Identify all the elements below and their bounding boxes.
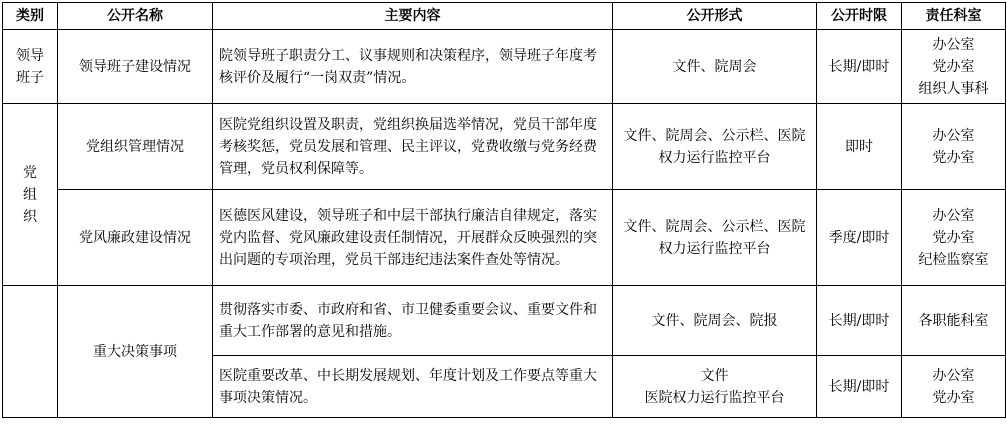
header-category: 类别 [3,3,58,30]
header-period: 公开时限 [817,3,902,30]
name-cell: 党组织管理情况 [58,104,213,190]
period-cell: 长期/即时 [817,30,902,104]
name-cell: 重大决策事项 [58,286,213,418]
table-row [3,286,1006,356]
table-row [3,104,1006,190]
dept-cell [902,190,1006,286]
form-item: 文件 [700,367,729,384]
dept-cell [902,356,1006,418]
dept-item: 纪检监察室 [918,251,989,268]
dept-item: 办公室 [932,127,975,144]
period-cell: 长期/即时 [817,286,902,356]
period-cell: 长期/即时 [817,356,902,418]
dept-item: 党办室 [932,149,975,166]
dept-cell [902,104,1006,190]
form-cell: 文件、院周会 [613,30,817,104]
category-cell-empty [3,286,58,418]
form-item: 医院权力运行监控平台 [644,389,785,406]
dept-cell [902,286,1006,356]
dept-item: 办公室 [932,207,975,224]
dept-cell [902,30,1006,104]
content-cell: 医院党组织设置及职责，党组织换届选举情况，党员干部年度考核奖惩，党员发展和管理、民主评议，党费收缴与党务经费管理，党员权利保障等。 [213,104,613,190]
dept-item: 党办室 [932,229,975,246]
dept-item: 办公室 [932,36,975,53]
header-row [3,3,1006,30]
category-cell: 党 组 织 [3,104,58,286]
content-cell: 医德医风建设，领导班子和中层干部执行廉洁自律规定，落实党内监督、党风廉政建设责任制情况，开展群众反映强烈的突出问题的专项治理，党员干部违纪违法案件查处等情况。 [213,190,613,286]
dept-item: 党办室 [932,58,975,75]
header-form: 公开形式 [613,3,817,30]
dept-item: 党办室 [932,389,975,406]
form-cell: 文件、院周会、公示栏、医院权力运行监控平台 [613,104,817,190]
header-name: 公开名称 [58,3,213,30]
table-row [3,190,1006,286]
form-cell [613,356,817,418]
disclosure-table [2,2,1006,418]
category-cell: 领导 班子 [3,30,58,104]
name-cell: 领导班子建设情况 [58,30,213,104]
form-cell: 文件、院周会、公示栏、医院权力运行监控平台 [613,190,817,286]
name-cell: 党风廉政建设情况 [58,190,213,286]
content-cell: 贯彻落实市委、市政府和省、市卫健委重要会议、重要文件和重大工作部署的意见和措施。 [213,286,613,356]
form-cell: 文件、院周会、院报 [613,286,817,356]
header-content: 主要内容 [213,3,613,30]
table-row [3,30,1006,104]
period-cell: 季度/即时 [817,190,902,286]
content-cell: 医院重要改革、中长期发展规划、年度计划及工作要点等重大事项决策情况。 [213,356,613,418]
header-dept: 责任科室 [902,3,1006,30]
dept-item: 各职能科室 [918,312,989,329]
period-cell: 即时 [817,104,902,190]
dept-item: 办公室 [932,367,975,384]
content-cell: 院领导班子职责分工、议事规则和决策程序，领导班子年度考核评价及履行“一岗双责”情况。 [213,30,613,104]
dept-item: 组织人事科 [918,80,989,97]
